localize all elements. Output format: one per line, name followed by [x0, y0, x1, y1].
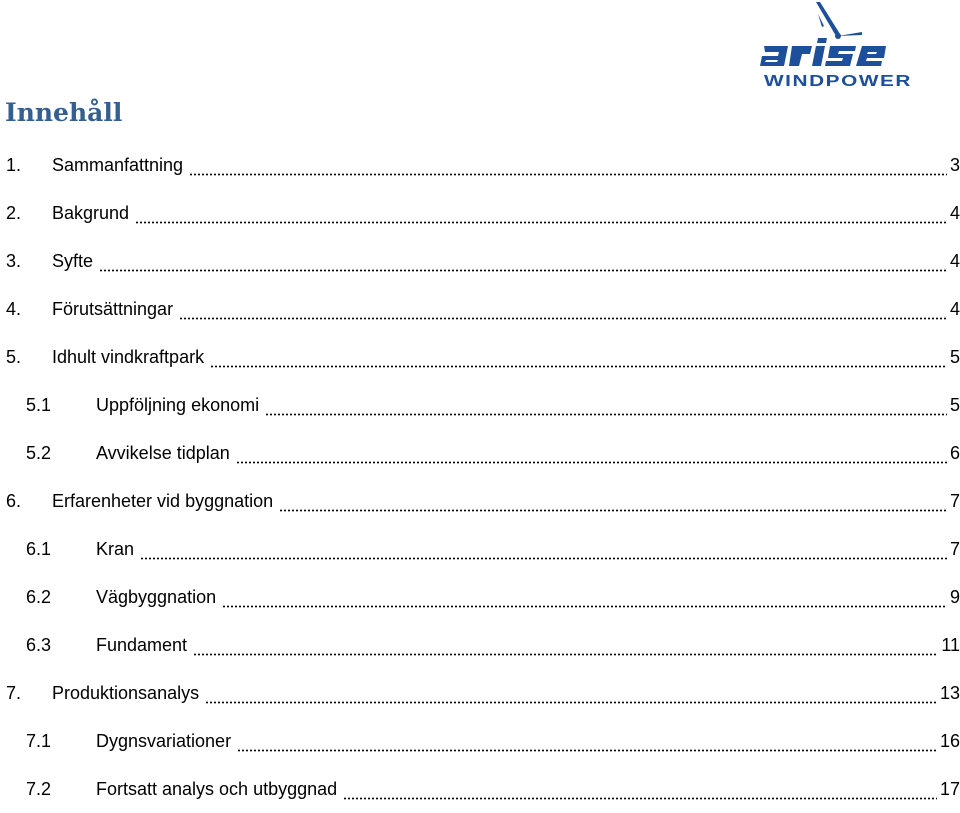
toc-entry-9[interactable]: [0, 525, 960, 573]
toc-entry-number: 6.2: [26, 586, 52, 607]
toc-entry-page-number: 11: [941, 634, 960, 655]
toc-entry-page-number: 16: [939, 730, 960, 751]
toc-entry-page-number: 6: [949, 442, 960, 463]
toc-entry-number: 7.2: [26, 778, 52, 799]
toc-dot-leader: [279, 494, 947, 512]
toc-entry-10[interactable]: [0, 573, 960, 621]
toc-entry-number: 7.: [6, 682, 22, 703]
toc-dot-leader: [265, 398, 947, 416]
toc-entry-number: 5.1: [26, 394, 52, 415]
toc-entry-page-number: 5: [949, 394, 960, 415]
toc-entry-title: Avvikelse tidplan: [96, 442, 230, 463]
toc-dot-leader: [236, 446, 947, 464]
toc-entry-number: 3.: [6, 250, 22, 271]
toc-entry-title: Vägbyggnation: [96, 586, 217, 607]
toc-entry-number: 6.: [6, 490, 22, 511]
toc-entry-number: 5.: [6, 346, 22, 367]
toc-entry-title: Bakgrund: [52, 202, 130, 223]
arise-windpower-logo: [758, 0, 920, 92]
toc-entry-title: Erfarenheter vid byggnation: [52, 490, 274, 511]
toc-entry-2[interactable]: [0, 189, 960, 237]
toc-entry-number: 5.2: [26, 442, 52, 463]
toc-dot-leader: [343, 782, 937, 800]
toc-entry-14[interactable]: [0, 765, 960, 813]
toc-heading: Innehåll: [5, 98, 123, 127]
toc-entry-number: 6.3: [26, 634, 52, 655]
toc-entry-title: Idhult vindkraftpark: [52, 346, 205, 367]
toc-entry-title: Syfte: [52, 250, 94, 271]
toc-entry-1[interactable]: [0, 141, 960, 189]
toc-dot-leader: [189, 158, 947, 176]
logo-subbrand-text: WINDPOWER: [764, 73, 912, 90]
toc-entry-6[interactable]: [0, 381, 960, 429]
toc-entry-page-number: 17: [939, 778, 960, 799]
toc-dot-leader: [222, 590, 947, 608]
toc-dot-leader: [99, 254, 947, 272]
toc-entry-title: Kran: [96, 538, 135, 559]
table-of-contents: [0, 141, 960, 813]
toc-entry-12[interactable]: [0, 669, 960, 717]
toc-entry-page-number: 4: [949, 250, 960, 271]
toc-entry-title: Dygnsvariationer: [96, 730, 232, 751]
toc-entry-page-number: 7: [949, 490, 960, 511]
toc-entry-page-number: 13: [939, 682, 960, 703]
toc-dot-leader: [140, 542, 947, 560]
toc-dot-leader: [135, 206, 947, 224]
toc-entry-page-number: 4: [949, 202, 960, 223]
toc-entry-13[interactable]: [0, 717, 960, 765]
toc-dot-leader: [193, 638, 938, 656]
toc-entry-5[interactable]: [0, 333, 960, 381]
toc-entry-page-number: 4: [949, 298, 960, 319]
toc-entry-page-number: 7: [949, 538, 960, 559]
toc-entry-4[interactable]: [0, 285, 960, 333]
toc-entry-7[interactable]: [0, 429, 960, 477]
toc-entry-title: Fundament: [96, 634, 188, 655]
toc-entry-number: 4.: [6, 298, 22, 319]
toc-dot-leader: [205, 686, 937, 704]
toc-entry-11[interactable]: [0, 621, 960, 669]
toc-entry-title: Förutsättningar: [52, 298, 174, 319]
toc-entry-3[interactable]: [0, 237, 960, 285]
toc-entry-number: 1.: [6, 154, 22, 175]
toc-entry-number: 6.1: [26, 538, 52, 559]
toc-entry-number: 7.1: [26, 730, 52, 751]
toc-entry-8[interactable]: [0, 477, 960, 525]
toc-dot-leader: [237, 734, 937, 752]
toc-dot-leader: [210, 350, 947, 368]
toc-entry-number: 2.: [6, 202, 22, 223]
toc-entry-title: Uppföljning ekonomi: [96, 394, 260, 415]
toc-dot-leader: [179, 302, 947, 320]
toc-entry-page-number: 9: [949, 586, 960, 607]
toc-entry-title: Produktionsanalys: [52, 682, 200, 703]
toc-entry-page-number: 3: [949, 154, 960, 175]
toc-entry-title: Fortsatt analys och utbyggnad: [96, 778, 338, 799]
toc-entry-title: Sammanfattning: [52, 154, 184, 175]
toc-entry-page-number: 5: [949, 346, 960, 367]
